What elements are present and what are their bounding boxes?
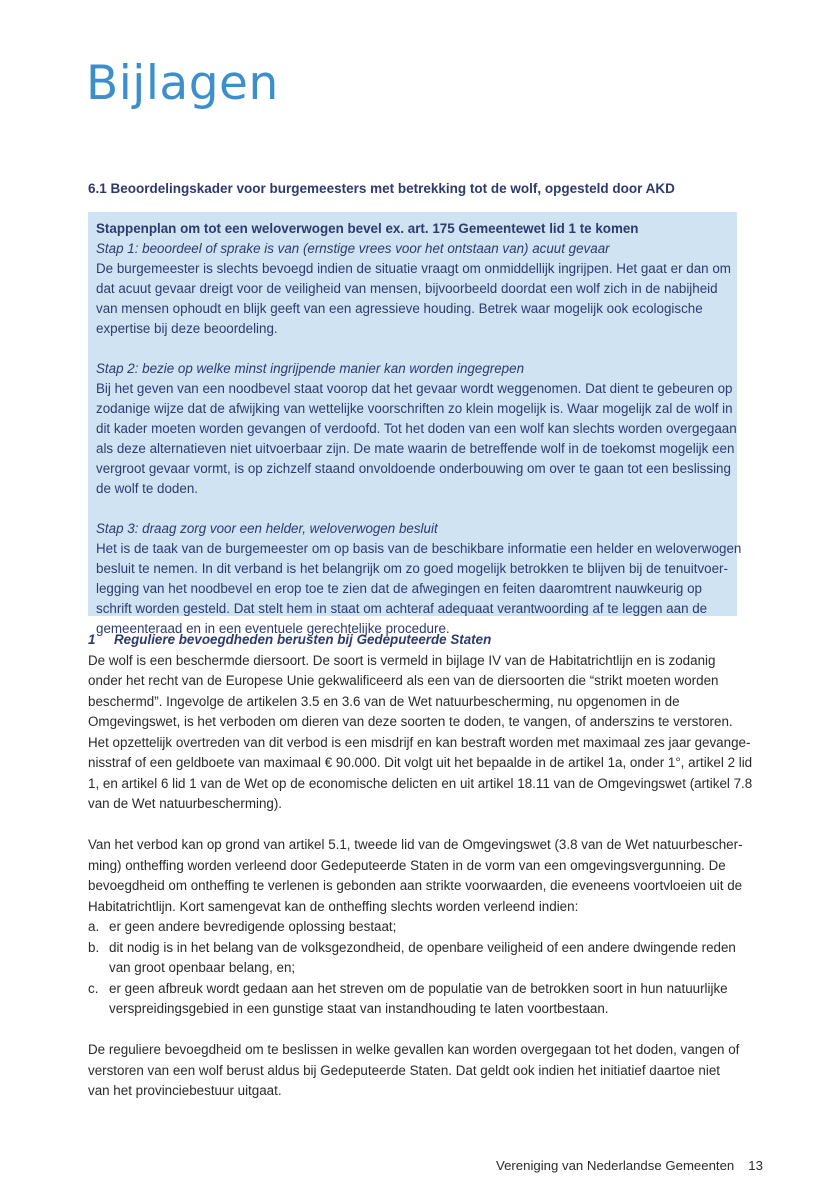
condition-c <box>88 979 748 1000</box>
section-heading: 6.1 Beoordelingskader voor burgemeesters met betrekking tot de wolf, opgesteld door AKD <box>88 181 675 196</box>
step-1-line: expertise bij deze beoordeling. <box>96 321 278 336</box>
step-2-line: als deze alternatieven niet uitvoerbaar zijn. De mate waarin de betreffende wolf in de toekomst mogelijk een <box>96 441 735 456</box>
condition-text: er geen afbreuk wordt gedaan aan het streven om de populatie van de betrokken soort in hun natuurlijke <box>109 980 728 996</box>
step-2-heading: Stap 2: bezie op welke minst ingrijpende manier kan worden ingegrepen <box>96 361 525 376</box>
step-3-line: Het is de taak van de burgemeester om op basis van de beschikbare informatie een helder en weloverwogen <box>96 541 742 556</box>
step-3-line: schrift worden gesteld. Dat stelt hem in staat om achteraf adequaat verantwoording af te leggen aan de <box>96 601 708 616</box>
step-2-line: vergroot gevaar vormt, is op zichzelf staand onvoldoende onderbouwing om over te gaan tot een beslissing <box>96 461 731 476</box>
condition-text: verspreidingsgebied in een gunstige staat van instandhouding te laten voortbestaan. <box>109 1001 609 1016</box>
paragraph-3-line: De reguliere bevoegdheid om te beslissen in welke gevallen kan worden overgegaan tot het doden, vangen of <box>88 1042 740 1057</box>
step-1-line: De burgemeester is slechts bevoegd indien de situatie vraagt om onmiddellijk ingrijpen. Het gaat er dan om <box>96 261 731 276</box>
condition-text: dit nodig is in het belang van de volksgezondheid, de openbare veiligheid of een andere dwingende reden <box>109 939 736 955</box>
condition-text: van groot openbaar belang, en; <box>109 960 296 975</box>
paragraph-3-line: van het provinciebestuur uitgaat. <box>88 1083 282 1098</box>
paragraph-2-line: Van het verbod kan op grond van artikel 5.1, tweede lid van de Omgevingswet (3.8 van de Wet natuurbescher- <box>88 837 743 852</box>
paragraph-1-line: onder het recht van de Europese Unie gekwalificeerd als een van de diersoorten die “strikt moeten worden <box>88 673 719 688</box>
condition-b <box>88 938 748 959</box>
step-2-line: zodanige wijze dat de afwijking van wettelijke voorschriften zo klein mogelijk is. Waar mogelijk zal de wolf in <box>96 401 733 416</box>
list-marker: a. <box>88 919 100 934</box>
step-2-line: dit kader moeten worden gevangen of verdoofd. Tot het doden van een wolf kan slechts worden overgegaan <box>96 421 737 436</box>
body-text <box>88 630 753 1102</box>
step-1-heading: Stap 1: beoordeel of sprake is van (ernstige vrees voor het ontstaan van) acuut gevaar <box>96 241 610 256</box>
step-3-line: gemeenteraad en in een eventuele gerechtelijke procedure. <box>96 621 450 636</box>
stappenplan-box <box>88 212 742 636</box>
step-3-line: besluit te nemen. In dit verband is het belangrijk om zo goed mogelijk betrokken te blijven bij de tenuitvoer- <box>96 561 728 576</box>
box-title: Stappenplan om tot een weloverwogen bevel ex. art. 175 Gemeentewet lid 1 te komen <box>96 221 639 236</box>
paragraph-1-line: nisstraf of een geldboete van maximaal € 90.000. Dit volgt uit het bepaalde in de artikel 1a, onder 1°, artikel 2 lid <box>88 755 753 770</box>
step-2-line: de wolf te doden. <box>96 481 198 496</box>
step-3-heading: Stap 3: draag zorg voor een helder, weloverwogen besluit <box>96 521 438 536</box>
page-footer <box>496 1157 763 1175</box>
subsection-number: 1 <box>88 632 96 647</box>
list-marker: c. <box>88 980 99 996</box>
subsection-heading <box>88 630 748 651</box>
step-3-line: legging van het noodbevel en erop toe te zien dat de afwegingen en feiten daaromtrent nauwkeurig op <box>96 581 702 596</box>
condition-a <box>88 917 748 938</box>
step-2-line: Bij het geven van een noodbevel staat voorop dat het gevaar wordt weggenomen. Dat dient te gebeuren op <box>96 381 733 396</box>
page-number: 13 <box>748 1158 763 1173</box>
paragraph-1-line: De wolf is een beschermde diersoort. De soort is vermeld in bijlage IV van de Habitatrichtlijn en is zodanig <box>88 652 716 668</box>
list-marker: b. <box>88 939 100 955</box>
paragraph-3-line: verstoren van een wolf berust aldus bij Gedeputeerde Staten. Dat geldt ook indien het initiatief daartoe niet <box>88 1062 720 1078</box>
paragraph-2-line: Habitatrichtlijn. Kort samengevat kan de ontheffing slechts worden verleend indien: <box>88 898 579 914</box>
page-title: Bijlagen <box>86 56 279 111</box>
paragraph-1-line: van de Wet natuurbescherming). <box>88 796 283 811</box>
paragraph-2-line: bevoegdheid om ontheffing te verlenen is gebonden aan strikte voorwaarden, die eveneens voortvloeien uit de <box>88 878 743 893</box>
subsection-title: Reguliere bevoegdheden berusten bij Gedeputeerde Staten <box>114 632 492 647</box>
paragraph-1-line: Het opzettelijk overtreden van dit verbod is een misdrijf en kan bestraft worden met maximaal zes jaar gevange- <box>88 734 751 750</box>
step-1-line: van mensen ophoudt en blijk geeft van een agressieve houding. Betrek waar mogelijk ook ecologische <box>96 301 703 316</box>
condition-text: er geen andere bevredigende oplossing bestaat; <box>109 919 397 934</box>
footer-organization: Vereniging van Nederlandse Gemeenten <box>496 1158 735 1173</box>
paragraph-1-line: beschermd”. Ingevolge de artikelen 3.5 en 3.6 van de Wet natuurbescherming, nu opgenomen in de <box>88 693 680 709</box>
step-1-line: dat acuut gevaar dreigt voor de veiligheid van mensen, bijvoorbeeld doordat een wolf zich in de nabijheid <box>96 281 718 296</box>
paragraph-2-line: ming) ontheffing worden verleend door Gedeputeerde Staten in de vorm van een omgevingsvergunning. De <box>88 857 726 873</box>
paragraph-1-line: 1, en artikel 6 lid 1 van de Wet op de economische delicten en uit artikel 18.11 van de Omgevingswet (artikel 7.8 <box>88 775 753 791</box>
paragraph-1-line: Omgevingswet, is het verboden om dieren van deze soorten te doden, te vangen, of anderszins te verstoren. <box>88 714 733 729</box>
